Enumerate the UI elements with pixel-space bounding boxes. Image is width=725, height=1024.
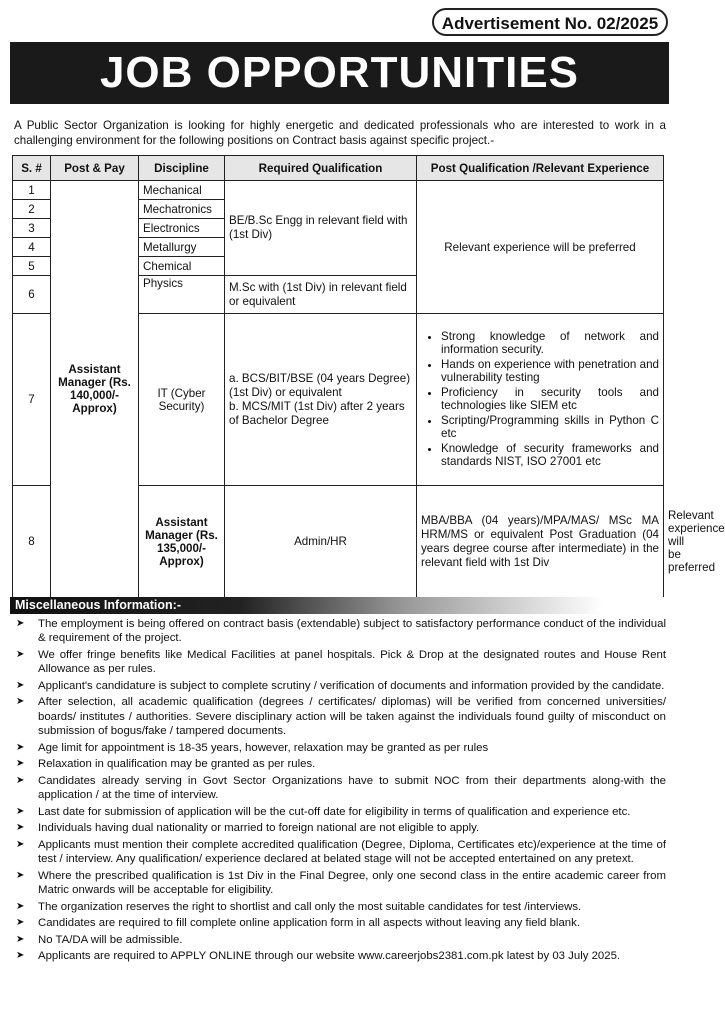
misc-item-text: Candidates already serving in Govt Sector Organizations have to submit NOC from their departments along-with the application / at the time of interview. [38, 774, 666, 802]
arrow-icon: ➤ [16, 696, 25, 708]
serial-cell: 5 [13, 257, 51, 276]
arrow-icon: ➤ [16, 917, 25, 929]
misc-header-bar [10, 597, 669, 614]
intro-paragraph: A Public Sector Organization is looking for highly energetic and dedicated professionals who are interested to work in a challenging environment for the following positions on Contract basis against specific project.- [14, 119, 666, 147]
discipline-cell: Admin/HR [225, 486, 417, 598]
qualification-engg: BE/B.Sc Engg in relevant field with (1st Div) [225, 181, 417, 276]
list-item [14, 757, 666, 771]
arrow-icon: ➤ [16, 822, 25, 834]
arrow-icon: ➤ [16, 933, 25, 945]
list-item [14, 900, 666, 914]
discipline-cell: Chemical [139, 257, 225, 276]
list-item [14, 821, 666, 835]
post-pay-cell-2: Assistant Manager (Rs. 135,000/- Approx) [139, 486, 225, 598]
page-title: JOB OPPORTUNITIES [99, 48, 580, 97]
list-item [14, 869, 666, 898]
title-banner [10, 42, 669, 104]
qualification-it [225, 314, 417, 486]
discipline-cell: Physics [139, 276, 225, 314]
arrow-icon: ➤ [16, 648, 25, 660]
misc-item-text: Age limit for appointment is 18-35 years, however, relaxation may be granted as per rules [38, 741, 489, 754]
arrow-icon: ➤ [16, 741, 25, 753]
col-required-qualification: Required Qualification [225, 156, 417, 181]
arrow-icon: ➤ [16, 869, 25, 881]
arrow-icon: ➤ [16, 618, 25, 629]
misc-item-text: No TA/DA will be admissible. [38, 933, 183, 946]
misc-item-text: Candidates are required to fill complete online application form in all aspects without leaving any field blank. [38, 917, 580, 930]
qualification-it-a: a. BCS/BIT/BSE (04 years Degree) (1st Div) or equivalent [229, 371, 411, 399]
list-item [14, 805, 666, 819]
discipline-cell: Mechatronics [139, 200, 225, 219]
list-item [14, 695, 666, 738]
serial-cell: 3 [13, 219, 51, 238]
col-discipline: Discipline [139, 156, 225, 181]
misc-title: Miscellaneous Information:- [15, 598, 181, 612]
arrow-icon: ➤ [16, 774, 25, 786]
list-item: • Strong knowledge of network and information security. [441, 330, 659, 357]
misc-item-text: Individuals having dual nationality or married to foreign national are not eligible to apply. [38, 822, 480, 835]
misc-item-text: Last date for submission of application will be the cut-off date for eligibility in terms of qualification and experience etc. [38, 805, 631, 818]
list-item: • Scripting/Programming skills in Python C etc [441, 414, 659, 441]
misc-item-text: After selection, all academic qualification (degrees / certificates/ diplomas) will be verified from concerned universities/ boards/ institutes / authorities. Severe disciplinary action will be taken against the individuals found guilty of misconduct on submission of bogus/fake / tampered documents. [38, 696, 666, 737]
misc-item-text: Where the prescribed qualification is 1st Div in the Final Degree, only one second class in the entire academic career from Matric onwards will be acceptable for eligibility. [38, 869, 666, 897]
misc-item-text: We offer fringe benefits like Medical Facilities at panel hospitals. Pick & Drop at the designated routes and House Rent Allowance as per rules. [38, 648, 666, 676]
list-item: • Proficiency in security tools and technologies like SIEM etc [441, 386, 659, 413]
arrow-icon: ➤ [16, 805, 25, 817]
qualification-it-b: b. MCS/MIT (1st Div) after 2 years of Bachelor Degree [229, 399, 405, 427]
post-pay-cell-1: Assistant Manager (Rs. 140,000/- Approx) [51, 181, 139, 598]
list-item [14, 916, 666, 930]
arrow-icon: ➤ [16, 950, 25, 962]
table-row: 8 Assistant Manager (Rs. 135,000/- Approx) Admin/HR MBA/BBA (04 years)/MPA/MAS/ MSc MA HRM/MS or equivalent Post Graduation (04 years degree course after intermediate) in the relevant field with 1st Div Relevant experience will be preferred [13, 486, 664, 598]
experience-it-list [421, 330, 659, 469]
list-item: • Hands on experience with penetration and vulnerability testing [441, 358, 659, 385]
advertisement-number: Advertisement No. 02/2025 [432, 8, 668, 36]
misc-item-text: Applicant's candidature is subject to complete scrutiny / verification of documents and information provided by the candidate. [38, 679, 665, 692]
col-experience: Post Qualification /Relevant Experience [417, 156, 664, 181]
misc-item-text: Applicants must mention their complete accredited qualification (Degree, Diploma, Certificates etc)/experience at the time of test / interview. Any qualification/ experience declared at belated stage will not be accepted entertained on any pretext. [38, 838, 666, 866]
list-item [14, 741, 666, 755]
qualification-physics: M.Sc with (1st Div) in relevant field or equivalent [225, 276, 417, 314]
arrow-icon: ➤ [16, 838, 25, 850]
serial-cell: 8 [13, 486, 51, 598]
list-item [14, 838, 666, 867]
table-header-row [13, 156, 664, 181]
serial-cell: 4 [13, 238, 51, 257]
table-row [13, 181, 664, 200]
serial-cell: 6 [13, 276, 51, 314]
misc-item-text: The organization reserves the right to shortlist and call only the most suitable candidates for test /interviews. [38, 900, 582, 913]
list-item [14, 617, 666, 646]
discipline-cell: IT (Cyber Security) [139, 314, 225, 486]
list-item: • Knowledge of security frameworks and standards NIST, ISO 27001 etc [441, 442, 659, 469]
misc-item-text: Relaxation in qualification may be granted as per rules. [38, 758, 316, 771]
col-serial: S. # [13, 156, 51, 181]
list-item [14, 933, 666, 947]
misc-item-text: The employment is being offered on contract basis (extendable) subject to satisfactory performance conduct of the individual & requirement of the project. [38, 618, 666, 645]
misc-list [14, 617, 666, 966]
list-item [14, 679, 666, 693]
arrow-icon: ➤ [16, 679, 25, 691]
jobs-table [12, 155, 725, 598]
serial-cell: 2 [13, 200, 51, 219]
arrow-icon: ➤ [16, 900, 25, 912]
arrow-icon: ➤ [16, 758, 25, 770]
experience-it [417, 314, 664, 486]
serial-cell: 1 [13, 181, 51, 200]
discipline-cell: Metallurgy [139, 238, 225, 257]
misc-item-text: Applicants are required to APPLY ONLINE through our website www.careerjobs2381.com.pk latest by 03 July 2025. [38, 950, 621, 963]
list-item [14, 949, 666, 963]
list-item [14, 774, 666, 803]
list-item [14, 648, 666, 677]
discipline-cell: Electronics [139, 219, 225, 238]
serial-cell: 7 [13, 314, 51, 486]
discipline-cell: Mechanical [139, 181, 225, 200]
qualification-admin: MBA/BBA (04 years)/MPA/MAS/ MSc MA HRM/MS or equivalent Post Graduation (04 years degree course after intermediate) in the relevant field with 1st Div [417, 486, 664, 598]
col-post-pay: Post & Pay [51, 156, 139, 181]
experience-general: Relevant experience will be preferred [417, 181, 664, 314]
